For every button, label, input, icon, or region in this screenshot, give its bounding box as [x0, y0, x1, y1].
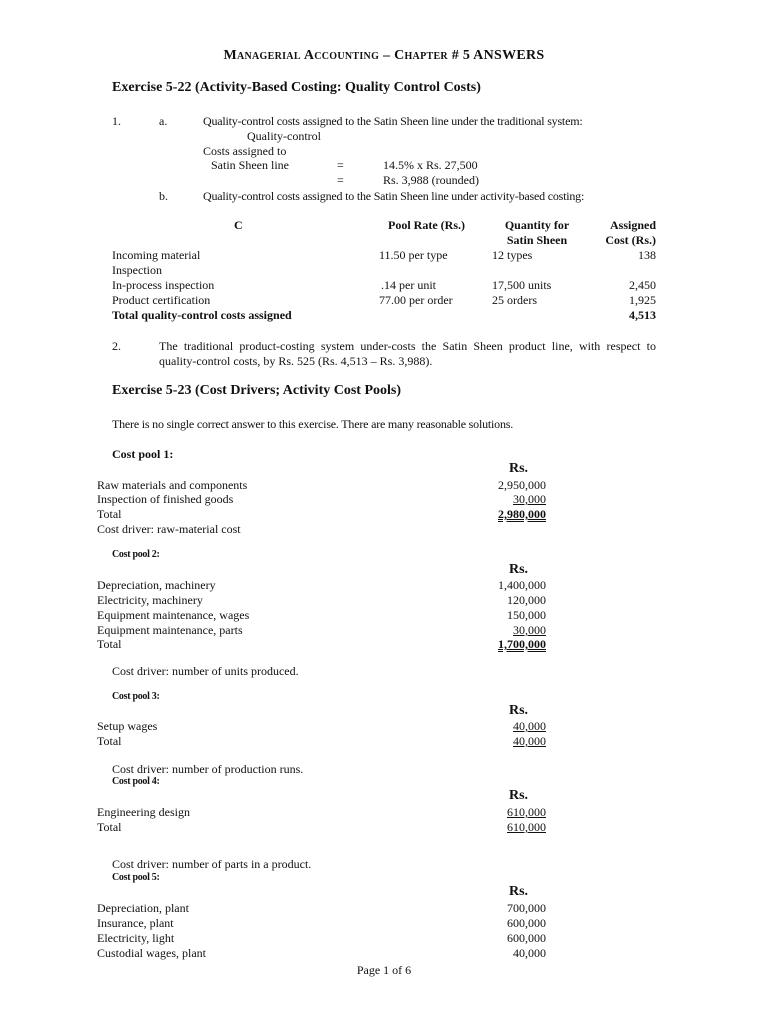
cost-pool-item-name: Engineering design	[97, 805, 190, 819]
cost-pool-item-name: Electricity, machinery	[97, 593, 203, 607]
currency-header: Rs.	[509, 788, 529, 803]
satin-sheen-line-label: Satin Sheen line	[211, 158, 289, 172]
item-b-text: Quality-control costs assigned to the Satin Sheen line under activity-based costing:	[203, 189, 585, 203]
calculation-line-2: Rs. 3,988 (rounded)	[383, 173, 479, 187]
equals-sign: =	[337, 173, 344, 187]
cost-pool-item-name: Electricity, light	[97, 931, 175, 945]
cost-pool-item-name: Inspection of finished goods	[97, 492, 234, 506]
column-header-assigned-cost: Assigned	[609, 218, 656, 232]
cost-pool-1-label: Cost pool 1:	[112, 447, 174, 461]
cost-pool-item-value: 600,000	[507, 916, 546, 930]
cost-pool-item-value: 1,400,000	[498, 578, 546, 592]
cost-pool-item-value: 40,000	[513, 946, 546, 960]
cost-driver-text: Cost driver: number of units produced.	[112, 664, 299, 678]
cost-pool-item-value: 120,000	[507, 593, 546, 607]
cost-pool-total-label: Total	[97, 734, 122, 748]
cost-pool-total-label: Total	[97, 637, 122, 651]
item-number-1: 1.	[112, 114, 121, 128]
quality-control-label: Quality-control	[247, 129, 321, 143]
currency-header: Rs.	[509, 562, 529, 577]
table-row-rate: .14 per unit	[381, 278, 436, 292]
column-header-c: C	[234, 218, 243, 232]
table-row-rate: 11.50 per type	[379, 248, 448, 262]
table-row-quantity: 17,500 units	[492, 278, 552, 292]
table-total-value: 4,513	[629, 308, 656, 322]
column-header-quantity: Satin Sheen	[506, 233, 568, 247]
cost-driver-text: Cost driver: raw-material cost	[97, 522, 241, 536]
cost-pool-item-name: Equipment maintenance, parts	[97, 623, 243, 637]
table-row-activity: Inspection	[112, 263, 162, 277]
table-row-cost: 1,925	[629, 293, 656, 307]
cost-pool-total-label: Total	[97, 507, 122, 521]
exercise-5-23-intro: There is no single correct answer to this exercise. There are many reasonable solutions.	[112, 417, 514, 431]
table-row-rate: 77.00 per order	[379, 293, 453, 307]
cost-pool-item-value: 700,000	[507, 901, 546, 915]
cost-pool-item-name: Depreciation, machinery	[97, 578, 216, 592]
currency-header: Rs.	[509, 884, 529, 899]
part-2-paragraph: The traditional product-costing system under-costs the Satin Sheen product line, with respect to quality-control costs, by Rs. 525 (Rs. 4,513 – Rs. 3,988).	[159, 339, 656, 368]
column-header-quantity: Quantity for	[504, 218, 570, 232]
cost-pool-total-value: 610,000	[507, 820, 546, 834]
item-label-b: b.	[159, 189, 168, 203]
costs-assigned-to-label: Costs assigned to	[203, 144, 287, 158]
cost-pool-item-name: Equipment maintenance, wages	[97, 608, 250, 622]
cost-pool-5-label: Cost pool 5:	[112, 872, 160, 883]
column-header-pool-rate: Pool Rate (Rs.)	[388, 218, 465, 232]
cost-driver-text: Cost driver: number of parts in a product.	[112, 857, 312, 871]
cost-pool-item-name: Depreciation, plant	[97, 901, 189, 915]
cost-pool-item-value: 600,000	[507, 931, 546, 945]
table-row-cost: 2,450	[629, 278, 656, 292]
cost-pool-item-name: Setup wages	[97, 719, 158, 733]
cost-pool-item-value: 40,000	[513, 719, 546, 733]
item-number-2: 2.	[112, 339, 121, 353]
cost-pool-item-value: 30,000	[513, 623, 546, 637]
table-row-cost: 138	[638, 248, 656, 262]
cost-pool-total-label: Total	[97, 820, 122, 834]
equals-sign: =	[337, 158, 344, 172]
cost-pool-item-name: Raw materials and components	[97, 478, 248, 492]
table-row-activity: Incoming material	[112, 248, 201, 262]
cost-pool-total-value: 40,000	[513, 734, 546, 748]
item-label-a: a.	[159, 114, 168, 128]
calculation-line-1: 14.5% x Rs. 27,500	[383, 158, 478, 172]
cost-pool-item-name: Insurance, plant	[97, 916, 174, 930]
cost-driver-text: Cost driver: number of production runs.	[112, 762, 304, 776]
exercise-5-22-heading: Exercise 5-22 (Activity-Based Costing: Quality Control Costs)	[112, 80, 481, 95]
cost-pool-item-value: 2,950,000	[498, 478, 546, 492]
column-header-assigned-cost: Cost (Rs.)	[605, 233, 656, 247]
cost-pool-total-value: 1,700,000	[498, 637, 546, 651]
currency-header: Rs.	[509, 461, 529, 476]
table-row-quantity: 12 types	[492, 248, 533, 262]
item-a-text: Quality-control costs assigned to the Satin Sheen line under the traditional system:	[203, 114, 583, 128]
page-title: Managerial Accounting – Chapter # 5 ANSWERS	[223, 48, 545, 63]
table-row-activity: In-process inspection	[112, 278, 215, 292]
table-row-quantity: 25 orders	[492, 293, 537, 307]
cost-pool-item-value: 30,000	[513, 492, 546, 506]
cost-pool-item-value: 610,000	[507, 805, 546, 819]
cost-pool-2-label: Cost pool 2:	[112, 549, 160, 560]
cost-pool-3-label: Cost pool 3:	[112, 691, 160, 702]
currency-header: Rs.	[509, 703, 529, 718]
cost-pool-4-label: Cost pool 4:	[112, 776, 160, 787]
table-total-label: Total quality-control costs assigned	[112, 308, 292, 322]
page-number: Page 1 of 6	[356, 963, 412, 977]
cost-pool-total-value: 2,980,000	[498, 507, 546, 521]
table-row-activity: Product certification	[112, 293, 211, 307]
exercise-5-23-heading: Exercise 5-23 (Cost Drivers; Activity Cost Pools)	[112, 383, 402, 398]
cost-pool-item-value: 150,000	[507, 608, 546, 622]
cost-pool-item-name: Custodial wages, plant	[97, 946, 206, 960]
